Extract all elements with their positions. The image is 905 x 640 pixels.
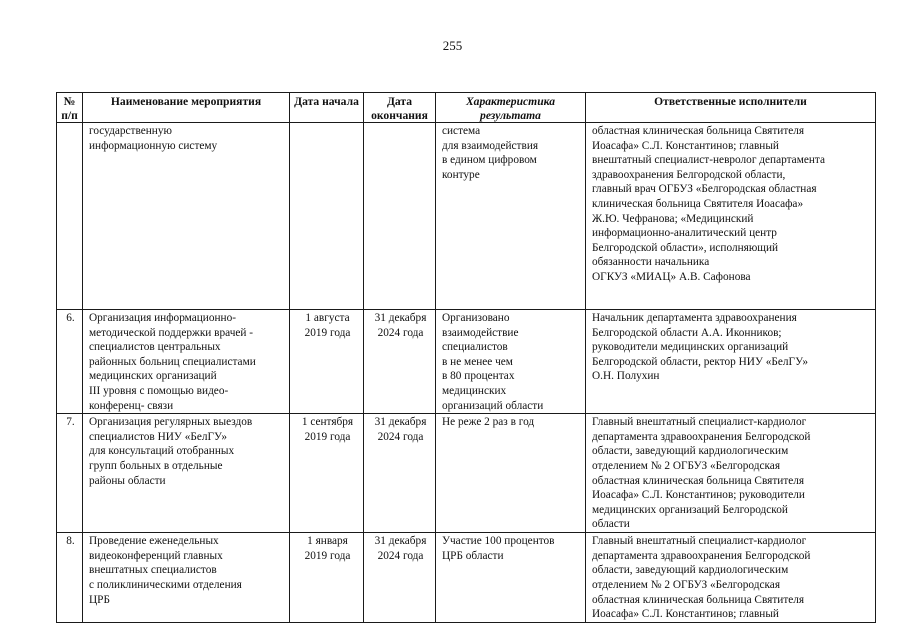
text-line: Главный внештатный специалист-кардиолог <box>592 535 807 548</box>
cell-responsible <box>586 123 876 310</box>
cell-num: 7. <box>57 414 83 533</box>
cell-num: 8. <box>57 533 83 623</box>
text-line: система <box>442 125 481 137</box>
text-line: главный врач ОГБУЗ «Белгородская областная <box>592 183 817 196</box>
text-line: 2024 года <box>377 326 424 339</box>
text-line: Белгородской области, ректор НИУ «БелГУ» <box>592 355 809 368</box>
cell-responsible <box>586 310 876 414</box>
text-line: 1 сентября <box>301 416 354 429</box>
text-line: государственную <box>89 125 172 137</box>
text-line: 1 августа <box>305 312 350 324</box>
text-line: информационно-аналитический центр <box>592 227 777 240</box>
cell-result <box>436 414 586 533</box>
page-number: 255 <box>442 38 463 53</box>
text-line: 2024 года <box>377 549 424 562</box>
text-line: клиническая больница Святителя Иоасафа» <box>592 197 804 210</box>
header-result: Характеристика результата <box>436 93 586 123</box>
header-start-date: Дата начала <box>290 93 364 123</box>
header-name: Наименование мероприятия <box>83 93 290 123</box>
table-row <box>57 310 876 414</box>
cell-name <box>83 310 290 414</box>
text-line: Организовано <box>442 312 510 324</box>
text-line: руководители медицинских организаций <box>592 341 789 354</box>
cell-result <box>436 123 586 310</box>
text-line: 2024 года <box>377 430 424 443</box>
text-line: 31 декабря <box>374 312 427 324</box>
text-line: медицинских организаций Белгородской <box>592 503 788 516</box>
cell-end-date <box>364 414 436 533</box>
text-line: видеоконференций главных <box>89 549 223 562</box>
text-line: Не реже 2 раз в год <box>442 416 535 429</box>
text-line: III уровня с помощью видео- <box>89 384 229 397</box>
text-line: в 80 процентах <box>442 370 515 383</box>
text-line: медицинских организаций <box>89 370 217 383</box>
text-line: ЦРБ области <box>442 549 504 562</box>
text-line: областная клиническая больница Святителя <box>592 474 805 487</box>
text-line: Белгородской области», исполняющий <box>592 241 779 254</box>
text-line: Белгородской области А.А. Иконников; <box>592 326 782 339</box>
text-line: обязанности начальника <box>592 256 710 269</box>
text-line: методической поддержки врачей - <box>89 326 254 339</box>
text-line: 31 декабря <box>374 535 427 548</box>
text-line: 31 декабря <box>374 416 427 429</box>
cell-start-date <box>290 310 364 414</box>
text-line: Организация регулярных выездов <box>89 416 253 429</box>
text-line: отделением № 2 ОГБУЗ «Белгородская <box>592 459 781 472</box>
text-line: районы области <box>89 474 166 487</box>
cell-start-date <box>290 414 364 533</box>
text-line: ОГКУЗ «МИАЦ» А.В. Сафонова <box>592 270 751 283</box>
text-line: области, заведующий кардиологическим <box>592 564 789 577</box>
text-line: в не менее чем <box>442 355 513 368</box>
text-line: Ж.Ю. Чефранова; «Медицинский <box>592 212 754 225</box>
text-line: Иоасафа» С.Л. Константинов; главный <box>592 139 779 152</box>
cell-end-date <box>364 123 436 310</box>
cell-responsible <box>586 533 876 623</box>
text-line: внештатный специалист-невролог департамента <box>592 154 825 167</box>
text-line: специалистов <box>442 341 508 354</box>
text-line: области <box>592 518 630 531</box>
cell-name <box>83 414 290 533</box>
text-line: департамента здравоохранения Белгородской <box>592 430 811 443</box>
text-line: 1 января <box>307 535 348 548</box>
text-line: информационную систему <box>89 139 218 152</box>
header-num: № п/п <box>57 93 83 123</box>
text-line: Главный внештатный специалист-кардиолог <box>592 416 807 429</box>
cell-start-date <box>290 533 364 623</box>
table-row <box>57 533 876 623</box>
text-line: районных больниц специалистами <box>89 355 256 368</box>
text-line: Участие 100 процентов <box>442 535 555 548</box>
text-line: 2019 года <box>304 326 351 339</box>
text-line: области, заведующий кардиологическим <box>592 445 789 458</box>
text-line: контуре <box>442 168 480 181</box>
text-line: Иоасафа» С.Л. Константинов; главный <box>592 608 779 621</box>
table-row <box>57 414 876 533</box>
events-table <box>56 92 876 623</box>
cell-name <box>83 533 290 623</box>
text-line: ЦРБ <box>89 593 110 606</box>
header-end-date: Дата окончания <box>364 93 436 123</box>
cell-num: 6. <box>57 310 83 414</box>
table-header-row <box>57 93 876 123</box>
text-line: Начальник департамента здравоохранения <box>592 312 797 324</box>
cell-responsible <box>586 414 876 533</box>
cell-end-date <box>364 533 436 623</box>
text-line: Иоасафа» С.Л. Константинов; руководители <box>592 489 805 502</box>
text-line: конференц- связи <box>89 399 174 412</box>
text-line: департамента здравоохранения Белгородской <box>592 549 811 562</box>
cell-result <box>436 533 586 623</box>
table-row <box>57 123 876 310</box>
text-line: Проведение еженедельных <box>89 535 219 548</box>
text-line: для консультаций отобранных <box>89 445 235 458</box>
text-line: здравоохранения Белгородской области, <box>592 168 786 181</box>
cell-name <box>83 123 290 310</box>
text-line: Организация информационно- <box>89 312 236 324</box>
cell-num <box>57 123 83 310</box>
text-line: 2019 года <box>304 430 351 443</box>
text-line: в едином цифровом <box>442 154 537 167</box>
cell-start-date <box>290 123 364 310</box>
text-line: групп больных в отдельные <box>89 459 223 472</box>
text-line: медицинских <box>442 384 507 397</box>
text-line: с поликлиническими отделения <box>89 578 242 591</box>
text-line: специалистов центральных <box>89 341 221 354</box>
text-line: О.Н. Полухин <box>592 370 660 383</box>
text-line: взаимодействие <box>442 326 519 339</box>
text-line: для взаимодействия <box>442 139 539 152</box>
text-line: 2019 года <box>304 549 351 562</box>
text-line: областная клиническая больница Святителя <box>592 125 805 137</box>
cell-result <box>436 310 586 414</box>
text-line: отделением № 2 ОГБУЗ «Белгородская <box>592 578 781 591</box>
text-line: организаций области <box>442 399 544 412</box>
text-line: внештатных специалистов <box>89 564 217 577</box>
text-line: областная клиническая больница Святителя <box>592 593 805 606</box>
cell-end-date <box>364 310 436 414</box>
text-line: специалистов НИУ «БелГУ» <box>89 430 227 443</box>
header-responsible: Ответственные исполнители <box>586 93 876 123</box>
